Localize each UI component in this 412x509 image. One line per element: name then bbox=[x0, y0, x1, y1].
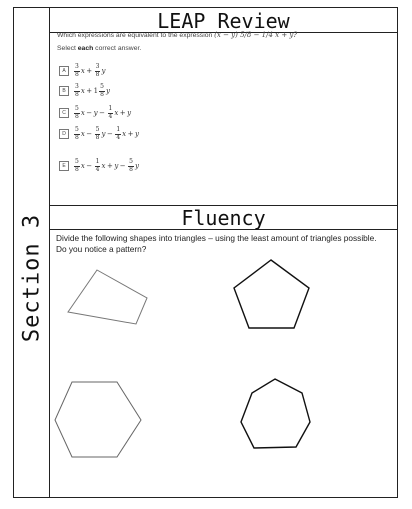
section-label: Section 3 bbox=[19, 213, 45, 343]
option-c-checkbox[interactable]: C bbox=[59, 108, 69, 118]
question-prefix: Which expressions are equivalent to the expression bbox=[57, 32, 213, 39]
fluency-title: Fluency bbox=[50, 205, 397, 230]
pentagon-shape bbox=[234, 260, 309, 328]
select-prefix: Select bbox=[57, 45, 76, 52]
option-b-expression: $\frac{3}{8}$ x + 1 $\frac{5}{8}$ y bbox=[75, 83, 110, 98]
heptagon-shape bbox=[241, 379, 310, 448]
option-c-expression: $\frac{5}{8}$ x − y − $\frac{1}{4}$ x + y bbox=[75, 105, 132, 120]
option-a-expression: $\frac{3}{8}$ x + $\frac{3}{8}$ y bbox=[75, 63, 106, 78]
option-d-expression: $\frac{5}{8}$ x − $\frac{5}{8}$ y − $\frac{1}{4}$ x + y bbox=[75, 126, 139, 141]
option-b-checkbox[interactable]: B bbox=[59, 86, 69, 96]
leap-review-title: LEAP Review bbox=[50, 8, 397, 33]
option-d-checkbox[interactable]: D bbox=[59, 129, 69, 139]
select-bold: each bbox=[77, 45, 94, 52]
option-e-expression: $\frac{5}{8}$ x − $\frac{1}{4}$ x + y − $\frac{5}{8}$ y bbox=[75, 158, 139, 173]
quadrilateral-shape bbox=[68, 270, 147, 324]
option-a-checkbox[interactable]: A bbox=[59, 66, 69, 76]
fluency-instructions: Divide the following shapes into triangles – using the least amount of triangles possible. Do you notice a pattern? bbox=[56, 233, 377, 254]
question-expression: (x − y) 5/8 − 1/4 x + y? bbox=[214, 31, 298, 39]
option-e-checkbox[interactable]: E bbox=[59, 161, 69, 171]
select-suffix: correct answer. bbox=[95, 45, 142, 52]
hexagon-shape bbox=[55, 382, 141, 457]
